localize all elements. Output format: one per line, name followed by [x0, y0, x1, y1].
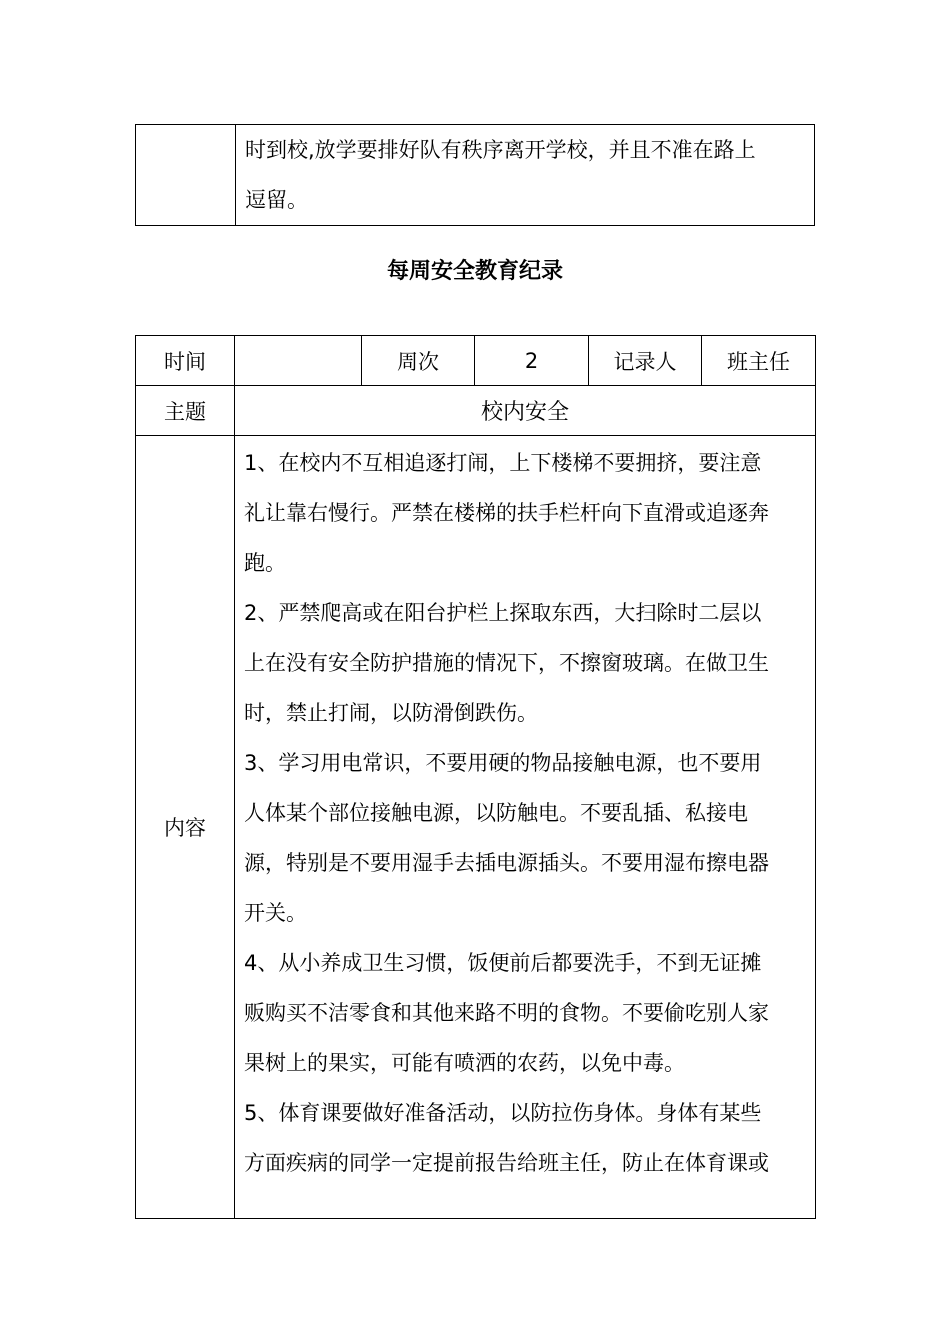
content-line: 上在没有安全防护措施的情况下，不擦窗玻璃。在做卫生 — [244, 651, 769, 675]
text-line: 逗留。 — [245, 188, 308, 212]
content-line: 方面疾病的同学一定提前报告给班主任，防止在体育课或 — [244, 1151, 769, 1175]
page-title: 每周安全教育纪录 — [386, 259, 563, 284]
content-line: 跑。 — [244, 551, 286, 575]
content-line: 1、在校内不互相追逐打闹，上下楼梯不要拥挤，要注意 — [244, 451, 762, 475]
week-value: 2 — [475, 336, 589, 386]
time-value — [235, 336, 362, 386]
content-line: 时，禁止打闹，以防滑倒跌伤。 — [244, 701, 538, 725]
topic-label: 主题 — [136, 386, 235, 436]
content-line: 开关。 — [244, 901, 307, 925]
recorder-label: 记录人 — [589, 336, 702, 386]
safety-record-table — [135, 335, 816, 1219]
previous-page-table — [135, 124, 815, 226]
content-line: 5、体育课要做好准备活动，以防拉伤身体。身体有某些 — [244, 1101, 762, 1125]
content-line: 4、从小养成卫生习惯，饭便前后都要洗手，不到无证摊 — [244, 951, 762, 975]
content-line: 礼让靠右慢行。严禁在楼梯的扶手栏杆向下直滑或追逐奔 — [244, 501, 769, 525]
content-line: 贩购买不洁零食和其他来路不明的食物。不要偷吃别人家 — [244, 1001, 769, 1025]
content-line: 3、学习用电常识，不要用硬的物品接触电源，也不要用 — [244, 751, 762, 775]
time-label: 时间 — [136, 336, 235, 386]
prev-label-cell — [136, 125, 236, 226]
content-line: 源，特别是不要用湿手去插电源插头。不要用湿布擦电器 — [244, 851, 769, 875]
content-line: 2、严禁爬高或在阳台护栏上探取东西，大扫除时二层以 — [244, 601, 762, 625]
content-label: 内容 — [136, 436, 235, 1219]
text-line: 时到校,放学要排好队有秩序离开学校，并且不准在路上 — [245, 138, 756, 162]
topic-value: 校内安全 — [235, 386, 816, 436]
recorder-value: 班主任 — [702, 336, 816, 386]
week-label: 周次 — [362, 336, 475, 386]
prev-content-cell — [236, 125, 815, 226]
content-line: 果树上的果实，可能有喷洒的农药，以免中毒。 — [244, 1051, 685, 1075]
content-cell — [235, 436, 816, 1219]
content-line: 人体某个部位接触电源，以防触电。不要乱插、私接电 — [244, 801, 748, 825]
